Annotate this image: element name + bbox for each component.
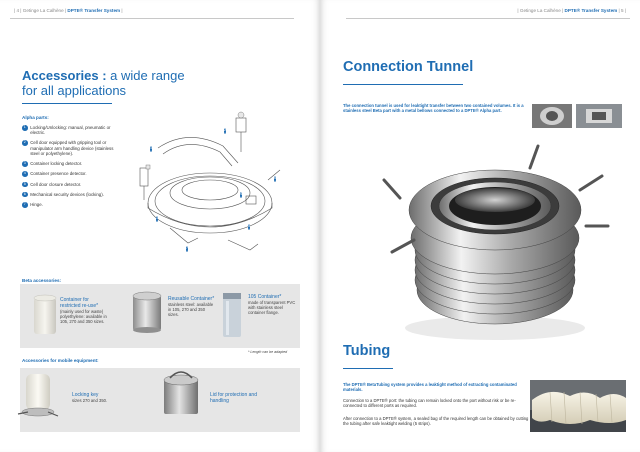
locking-key-card xyxy=(72,392,132,403)
item-number-badge: 7 xyxy=(23,201,26,206)
restricted-container-card xyxy=(60,297,110,325)
alpha-port-exploded-diagram xyxy=(128,108,288,273)
header-product: DPTE® Transfer System xyxy=(564,8,618,13)
item-text: Locking/Unlocking: manual, pneumatic or electric. xyxy=(30,125,111,136)
alpha-parts-list xyxy=(22,125,122,212)
diagram-callout-badge: 4 xyxy=(240,192,242,196)
tubing-title: Tubing xyxy=(343,343,391,359)
card-title: Locking key xyxy=(72,392,99,398)
connection-tunnel-image xyxy=(380,140,610,345)
item-text: Cell door equipped with gripping tool or manipulator arm handling device (stainless steel or polyethylene). xyxy=(30,140,114,157)
card-description: (mainly used for waste) polyethylene: available in 105, 270 and 350 sizes. xyxy=(60,309,107,325)
tubing-intro: The DPTE® BetaTubing system provides a leaktight method of extracting contaminated materials. xyxy=(343,382,517,393)
connection-thumb-2 xyxy=(576,104,622,128)
diagram-callout-badge: 2 xyxy=(224,128,226,132)
item-number-badge: 4 xyxy=(23,171,26,176)
item-number-badge: 6 xyxy=(23,191,26,196)
header-brand: Getinge La Calhène xyxy=(519,8,561,13)
alpha-item xyxy=(22,182,122,188)
title-bold: Accessories : xyxy=(22,68,107,83)
connection-title-underline xyxy=(343,84,463,85)
header-separator: | xyxy=(121,8,123,13)
alpha-item xyxy=(22,192,122,198)
alpha-item xyxy=(22,202,122,208)
mobile-heading: Accessories for mobile equipment: xyxy=(22,358,99,363)
diagram-callout-badge: 7 xyxy=(186,246,188,250)
alpha-item xyxy=(22,171,122,177)
item-text: Cell door closure detector. xyxy=(30,181,82,187)
alpha-heading: Alpha parts: xyxy=(22,115,49,120)
connection-tunnel-title: Connection Tunnel xyxy=(343,59,474,75)
header-separator: | xyxy=(64,8,67,13)
length-note: * Length can be adapted xyxy=(248,350,288,354)
alpha-item xyxy=(22,161,122,167)
header-product: DPTE® Transfer System xyxy=(67,8,121,13)
card-title: Reusable Container* xyxy=(168,296,215,302)
header-separator: | xyxy=(562,8,564,13)
card-title: Container for restricted re-use* xyxy=(60,297,99,309)
tubing-paragraph-2: After connection to a DPTE® system, a sealed bag of the required length can be obtained by cutting the tubing after safe leaktight welding (5 strips). xyxy=(343,416,529,427)
reusable-container-photo xyxy=(130,290,164,334)
protection-lid-card xyxy=(210,392,274,404)
item-number-badge: 5 xyxy=(23,181,26,186)
reusable-container-card xyxy=(168,296,216,318)
tubing-paragraph-1: Connection to a DPTE® port: the tubing can remain locked onto the port without risk or be re-connected to different ports as required. xyxy=(343,398,516,409)
card-title: 105 Container* xyxy=(248,294,282,300)
tubing-photo xyxy=(530,380,626,432)
item-text: Mechanical security devices (locking). xyxy=(30,191,104,197)
diagram-callout-badge: 6 xyxy=(274,176,276,180)
item-text: Hinge. xyxy=(30,201,43,207)
alpha-item xyxy=(22,125,122,136)
card-description: made of transparent PVC with stainless steel container flange. xyxy=(248,300,296,316)
title-rest: a wide range xyxy=(106,68,185,83)
diagram-callout-badge: 3 xyxy=(156,216,158,220)
title-line2: for all applications xyxy=(22,83,127,98)
left-page-header xyxy=(14,8,123,13)
header-rule xyxy=(346,18,630,19)
right-page-header xyxy=(517,8,626,13)
item-number-badge: 1 xyxy=(23,125,26,129)
card-description: stainless steel: available in 105, 270 and 350 sizes. xyxy=(168,302,214,318)
beta-heading: Beta accessories: xyxy=(22,278,62,283)
protection-lid-photo xyxy=(158,368,204,420)
diagram-callout-badge: 5 xyxy=(248,224,250,228)
page-number: | 5 | xyxy=(618,8,626,13)
title-underline xyxy=(22,103,112,104)
connection-intro: The connection tunnel is used for leaktight transfer between two contained volumes. It is a stainless steel Beta part with a metal bellows connected to a DPTE® Alpha part. xyxy=(343,103,524,114)
alpha-item xyxy=(22,140,122,156)
card-description: sizes 270 and 350. xyxy=(72,398,108,403)
connection-thumb-1 xyxy=(532,104,572,128)
locking-key-photo xyxy=(16,370,60,422)
header-brand: Getinge La Calhène xyxy=(22,8,64,13)
page-number: | 4 | xyxy=(14,8,22,13)
pvc-container-photo xyxy=(220,289,244,339)
card-title: Lid for protection and handling xyxy=(210,392,257,404)
item-text: Container presence detector. xyxy=(30,171,87,177)
restricted-container-photo xyxy=(32,292,58,336)
tubing-title-underline xyxy=(343,368,393,369)
header-rule xyxy=(10,18,294,19)
item-number-badge: 3 xyxy=(23,161,26,166)
diagram-callout-badge: 1 xyxy=(150,146,152,150)
item-number-badge: 2 xyxy=(23,140,26,145)
header-separator: | xyxy=(517,8,519,13)
item-text: Container locking detector. xyxy=(30,161,83,167)
pvc-container-card xyxy=(248,294,296,316)
page-title xyxy=(22,68,185,98)
right-page xyxy=(320,0,640,452)
